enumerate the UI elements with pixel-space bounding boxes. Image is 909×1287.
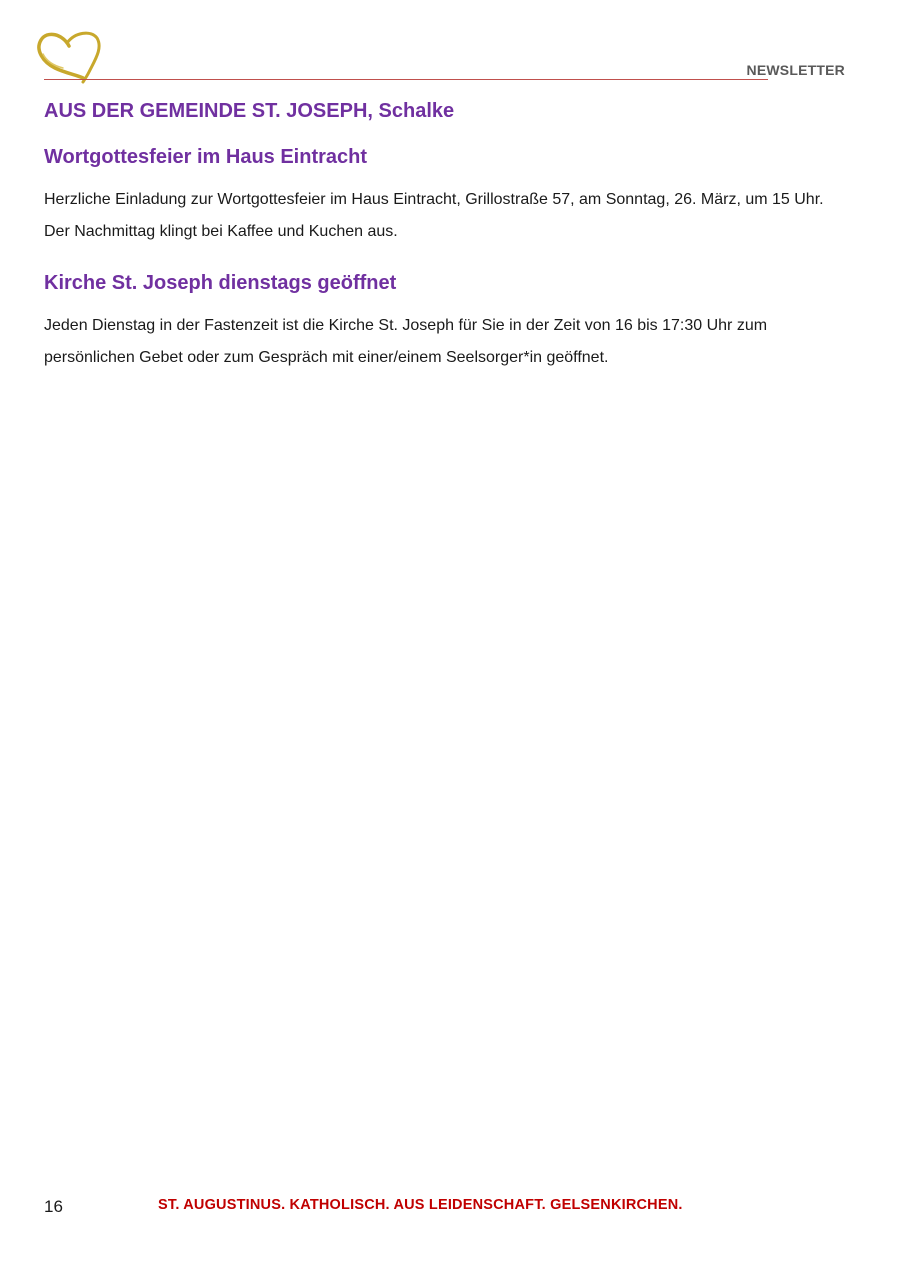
article-kirche-geoeffnet xyxy=(44,268,834,374)
newsletter-content xyxy=(44,96,834,374)
article-wortgottesfeier xyxy=(44,142,834,248)
article-body: Herzliche Einladung zur Wortgottesfeier im Haus Eintracht, Grillostraße 57, am Sonntag, 26. März, um 15 Uhr. Der Nachmittag klingt bei Kaffee und Kuchen aus. xyxy=(44,191,824,240)
article-title: Kirche St. Joseph dienstags geöffnet xyxy=(44,272,397,294)
section-title: AUS DER GEMEINDE ST. JOSEPH, Schalke xyxy=(44,100,455,122)
footer-slogan: ST. AUGUSTINUS. KATHOLISCH. AUS LEIDENSCHAFT. GELSENKIRCHEN. xyxy=(158,1197,683,1213)
page-number: 16 xyxy=(44,1197,63,1216)
header-label: NEWSLETTER xyxy=(746,62,845,78)
article-title: Wortgottesfeier im Haus Eintracht xyxy=(44,146,368,168)
gold-heart-outline-icon xyxy=(33,26,105,84)
header-rule xyxy=(44,79,768,80)
article-body: Jeden Dienstag in der Fastenzeit ist die Kirche St. Joseph für Sie in der Zeit von 16 bis 17:30 Uhr zum persönlichen Gebet oder zum Gespräch mit einer/einem Seelsorger*in geöffnet. xyxy=(44,317,768,366)
